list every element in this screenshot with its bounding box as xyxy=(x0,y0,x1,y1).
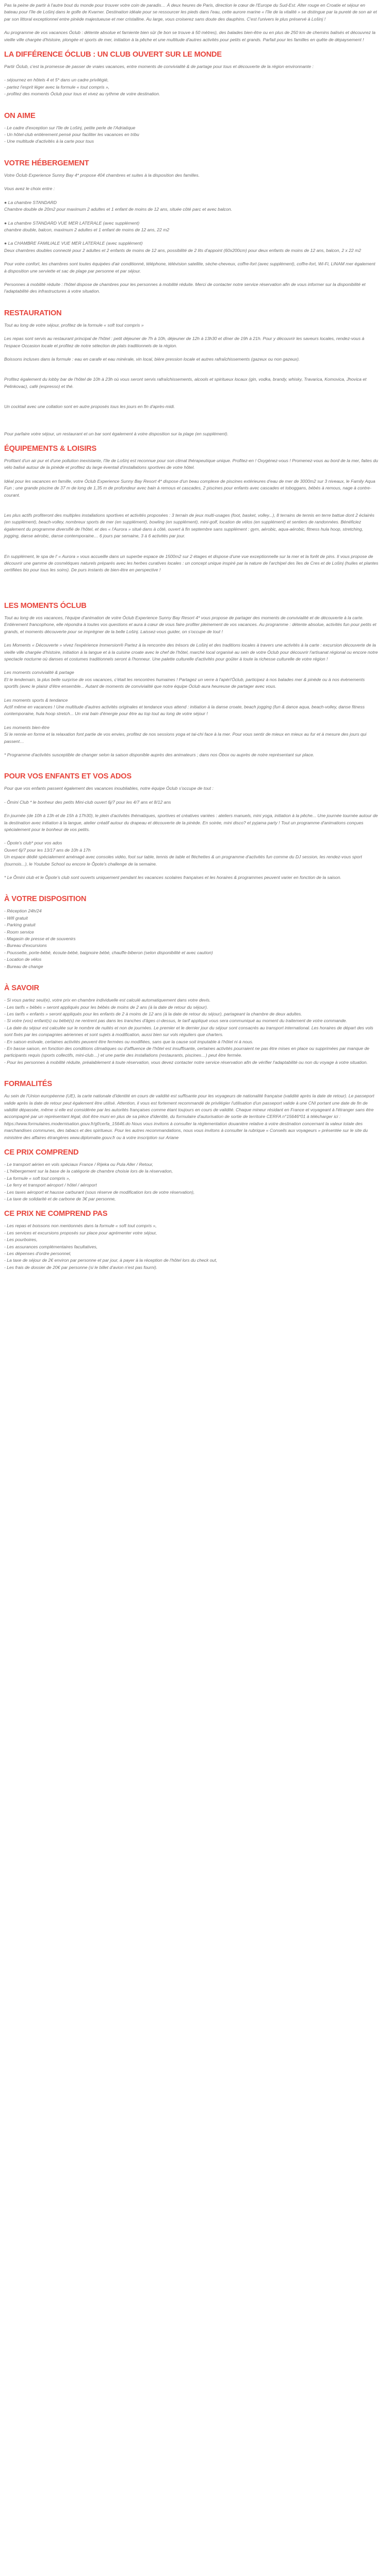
bullet-list xyxy=(4,77,379,97)
list-item: - Les taxes aéroport et hausse carburant (sous réserve de modification lors de votre réservation), xyxy=(4,1189,195,1195)
subsection-title: - Ôpote's club* pour vos ados xyxy=(4,840,62,846)
list-item: - Les assurances complémentaires facultatives, xyxy=(4,1244,98,1249)
section-text: Si le rennie en forme et la relaxation font partie de vos envies, profitez de nos sessions yoga et tai-chi face à la mer. Pour vous sentir de mieux en mieux au fur et à mesure des jours qui passent… xyxy=(4,732,367,744)
room-description: chambre double, balcon, maximum 2 adultes et 1 enfant de moins de 12 ans, 22 m2 xyxy=(4,227,170,232)
list-item: - Room service xyxy=(4,929,34,935)
section-title: À VOTRE DISPOSITION xyxy=(4,895,87,904)
section-text: Profitez également du lobby bar de l'hôtel de 10h à 23h où vous seront servis rafraîchissements, alcools et spiritueux locaux (gin, vodka, brandy, whisky, Travarica, Komovica, Jhovica et Pelinkovac), café (espresso) et thé. xyxy=(4,377,367,389)
footnote: * Programme d'activités susceptible de changer selon la saison disponible auprès des animateurs ; dans nos Óbox ou auprès de notre représentant sur place. xyxy=(4,752,315,757)
section-title: FORMALITÉS xyxy=(4,1080,52,1089)
section-text: Vous avez le choix entre : xyxy=(4,186,55,192)
list-item: - Les pourboires, xyxy=(4,1237,38,1243)
list-item: - Location de vélos xyxy=(4,957,42,962)
section-text: En supplément, le spa de l' « Aurora » vous accueille dans un superbe espace de 1500m2 sur 2 étages et dispose d'une vue exceptionnelle sur la mer et la forêt de pins. Il vous propose de découvrir une gamme de cosmétiques naturels préparés avec les herbes curatives locales : un concept unique inspiré par la nature de l'archipel des îles de Cres et de Lošinj (huiles et plantes certifiées bio pour tous les soins). De purs instants de bien-être en perspective ! xyxy=(4,553,379,573)
section-title: ÉQUIPEMENTS & LOISIRS xyxy=(4,445,97,453)
section-hebergement xyxy=(4,159,379,295)
bullet-list xyxy=(4,1161,379,1202)
list-item: - Les repas et boissons non mentionnés dans la formule « soft tout compris », xyxy=(4,1223,157,1229)
section-text: Actif même en vacances ! Une multitude d'autres activités originales et tendance vous attend : initiation à la danse croate, beach jogging (fun & dance aqua, beach-volley, danse fitness contemporaine, hula hoop stretch... Un vrai bain d'énergie pour être au top tout au long de votre séjour ! xyxy=(4,704,365,717)
list-item: - La date du séjour est calculée sur le nombre de nuités et non de journées. Le premier et le dernier jour du séjour sont consacrés au transport international. Les horaires de départ des vols sont fixés par les compagnies aériennes et sont sujets à modification, aussi bien sur vols réguliers que charters. xyxy=(4,1025,373,1038)
section-restauration xyxy=(4,309,379,437)
list-item: - Les tarifs « enfants » seront appliqués pour les enfants de 2 à moins de 12 ans (à la date de retour du séjour), partageant la chambre de deux adultes. xyxy=(4,1011,302,1016)
footnote: * Le Ômini club et le Ôpote's club sont ouverts uniquement pendant les vacances scolaires françaises et les horaires & programmes peuvent varier en fonction de la saison. xyxy=(4,875,341,880)
room-description: Deux chambres doubles connecté pour 2 adultes et 2 enfants de moins de 12 ans, possibilité de 2 lits d'appoint (60x200cm) pour deux enfants de moins de 12 ans, balcon, 2 x 22 m2 xyxy=(4,247,361,253)
list-item: - Un hôtel-club entièrement pensé pour faciliter les vacances en tribu xyxy=(4,132,139,138)
subsection-title: Les moments sports & tendance xyxy=(4,697,68,703)
list-item: - La taxe de séjour de 2€ environ par personne et par jour, à payer à la réception de l'hôtel lors du check out, xyxy=(4,1258,217,1263)
section-title: LES MOMENTS ÓCLUB xyxy=(4,601,87,610)
list-item: - Le ferry et transport aéroport / hôtel / aéroport xyxy=(4,1182,97,1188)
subsection-title: - Ômini Club * le bonheur des petits Mini-club ouvert 6j/7 pour les 4/7 ans et 8/12 ans xyxy=(4,799,171,805)
list-item: - Le cadre d'exception sur l'île de Lošinj, petite perle de l'Adriatique xyxy=(4,125,136,130)
list-item: - partez l'esprit léger avec la formule « tout compris », xyxy=(4,84,110,90)
intro-paragraph-1: Pas la peine de partir à l'autre bout du monde pour trouver votre coin de paradis… À deux heures de Paris, direction le cœur de l'Europe du Sud-Est. Alter rouge en Croatie et séjour en bateau pour l'île de Lošinj dans le golfe de Kvarner. Destination idéale pour se ressourcer les pieds dans l'eau, cette aurore marine « l'île de la vitalité » se distingue par la pureté de son air et par son littoral exceptionnel entre pinède majestueuse et mer cristalline. Au large, vous croiserez sans doute des dauphins. C'est l'univers le plus préservé à Lošinj ! xyxy=(4,3,377,22)
section-text: Votre Óclub Experience Sunny Bay 4* propose 404 chambres et suites à la disposition des familles. xyxy=(4,172,200,178)
section-formalites xyxy=(4,1079,379,1141)
room-title: ● La CHAMBRE FAMILIALE VUE MER LATERALE (avec supplément) xyxy=(4,241,143,246)
section-text: Personnes à mobilité réduite : l'hôtel dispose de chambres pour les personnes à mobilité réduite. Merci de contacter notre service réservation afin de vous informer sur la disponibilité et l'adaptabilité des infrastructures à votre situation. xyxy=(4,281,366,294)
section-title: LA DIFFÉRENCE ÓCLUB : UN CLUB OUVERT SUR LE MONDE xyxy=(4,50,222,59)
list-item: - Les tarifs « bébés » seront appliqués pour les bébés de moins de 2 ans (à la date de retour du séjour). xyxy=(4,1004,208,1010)
section-text: Les plus actifs profiteront des multiples installations sportives et activités proposées : 3 terrain de jeux multi-usages (foot, basket, volley...), 8 terrains de tennis en terre battue dont 2 éclairés (en supplément), beach-volley, nombreux sports de mer (en supplément), bowling (en supplément), mini-golf, location de vélos (en supplément) et sentiers de randonnées. Bénéficiez également du programme diversifié de l'hôtel, et des « l'Aurora » situé dans à côté, ouvert à fin septembre sans supplément : gym, aérobic, aqua-aérobic, fitness hula hoop, stretching, jogging, danse aérobic, danse contemporaine… 6 jours par semaine, 3 à 6 activités par jour. xyxy=(4,513,374,539)
section-title: CE PRIX NE COMPREND PAS xyxy=(4,1210,108,1218)
section-a-savoir xyxy=(4,984,379,1066)
section-difference-oclub xyxy=(4,50,379,98)
list-item: - Les dépenses d'ordre personnel, xyxy=(4,1251,72,1257)
room-title: ● La chambre STANDARD VUE MER LATERALE (avec supplément) xyxy=(4,220,140,226)
bullet-list xyxy=(4,908,379,970)
section-a-disposition xyxy=(4,894,379,970)
page-content xyxy=(0,0,383,1293)
section-on-aime xyxy=(4,111,379,145)
list-item: - profitez des moments Óclub pour tous et vivez au rythme de votre destination. xyxy=(4,91,160,97)
subsection-title: Les moments convivialité & partage xyxy=(4,670,74,675)
section-title: À SAVOIR xyxy=(4,984,39,993)
section-text: Tout au long de vos vacances, l'équipe d'animation de votre Óclub Experience Sunny Bay Resort 4* vous propose de partager des moments de convivialité et de découverte à la carte. Entièrement francophone, elle répondra à toutes vos questions et aura à cœur de vous faire profiter pleinement de vos vacances. Au programme : détente absolue, activités fun pour petits et grands, et moments découverte pour se imprégner de la belle Lošinj. Laissez-vous guider, on s'occupe de tout ! xyxy=(4,615,377,634)
section-text: Un cocktail avec une collation sont en autre proposés tous les jours en fin d'après-midi. xyxy=(4,404,175,410)
section-prix-comprend xyxy=(4,1148,379,1202)
list-item: - Parking gratuit xyxy=(4,922,36,928)
list-item: - Bureau d'excursions xyxy=(4,943,47,948)
list-item: - En saison estivale, certaines activités peuvent être fermées ou modifiées, sans que la cause soit imputable à l'hôtel ni à nous. xyxy=(4,1039,254,1044)
list-item: - Les frais de dossier de 20€ par personne (si le billet d'avion n'est pas fourni). xyxy=(4,1264,158,1270)
list-item: - Pour les personnes à mobilité réduite, préalablement à toute réservation, vous devez contacter notre service réservation afin de vérifier l'adaptabilité ou non du voyage à votre situation. xyxy=(4,1059,368,1065)
section-text: Au sein de l'Union européenne (UE), la carte nationale d'identité en cours de validité est suffisante pour les voyageurs de nationalité française (validité après la date de retour). Le passeport valide après la date de retour peut également être utilisé. Attention, il vous est fortement recommandé de privilégier l'utilisation d'un passeport valide à une CNI portant une date de fin de validité dépassée, même si elle est considérée par les autorités françaises comme étant toujours en cours de validité. Chaque mineur résidant en France et voyageant à l'étranger sans être accompagné par un représentant légal, doit être muni en plus de sa pièce d'identité, du formulaire d'autorisation de sortie de territoire CERFA n°15646*01 à télécharger ici : https://www.formulaires.modernisation.gouv.fr/gf/cerfa_15646.do Nous vous invitons à consulter la réglementation douanière relative à votre destination concernant la valeur totale des marchandises communes, des tabacs et des spiritueux. Pour les autres recommandations, nous vous invitons à consulter la rubrique « Conseils aux voyageurs » présentée sur le site du ministère des affaires étrangères www.diplomatie.gouv.fr ou à votre inscription sur Ariane xyxy=(4,1093,374,1140)
intro-paragraph-2: Au programme de vos vacances Óclub : détente absolue et farniente bien sûr (le bon se trouve à 50 mètres), des balades bien-être ou en plus de 250 km de chemins balisés et découvrez la vieille ville chargée d'histoire, plongée et sports de mer, initiation à la pêche et une multitude d'autres activités pour petits et grands. Parfait pour les familles en quête de dépaysement ! xyxy=(4,30,376,42)
section-prix-ne-comprend-pas xyxy=(4,1209,379,1271)
list-item: - Si votre (vos) enfant(s) ou bébé(s) ne rentrent pas dans les tranches d'âges ci-dessus, le tarif appliqué vous sera communiqué au moment du traitement de votre commande. xyxy=(4,1018,347,1024)
section-text: Pour que vos enfants passent également des vacances inoubliables, notre équipe Óclub s'occupe de tout : xyxy=(4,786,214,791)
bullet-list xyxy=(4,1223,379,1271)
list-item: - En basse saison, en fonction des conditions climatiques ou d'affluence de l'hôtel est insuffisante, certaines activités pourraient ne pas être mises en place ou supprimées par manque de participants requis (sports collectifs, mini-club…) et une partie des installations (restaurants, piscines…) peut être fermée. xyxy=(4,1045,369,1058)
section-text: Pour parfaire votre séjour, un restaurant et un bar sont également à votre disposition sur la plage (en supplément). xyxy=(4,431,229,436)
section-text: En journée (de 10h à 13h et de 15h à 17h30), le plein d'activités thématiques, sportives et créatives variées : ateliers manuels, mini yoga, initiation à la pêche... Une journée tournée autour de la destination avec initiation à la langue, atelier créatif autour du drapeau et découverte de la pinède. En soirée, mini disco? et pyjama party ! Tout un programme d'animations conçues spécialement pour le bonheur de vos petits. xyxy=(4,813,378,832)
section-text: Boissons incluses dans la formule : eau en carafe et eau minérale, vin local, bière pression locale et autres rafraîchissements (gazeux ou non gazeux). xyxy=(4,356,300,362)
section-text: Et le lendemain, la plus belle surprise de vos vacances, c'était les rencontres humaines ! Partagez un verre à l'apéri'Óclub, participez à nos balades mer & pinède ou à nos évènements sportifs (avec le plaisir d'être ensemble... Autant de moments de convivialité que notre équipe Óclub aura heureuse de partager avec vous. xyxy=(4,676,365,689)
list-item: - Le transport aérien en vols spéciaux France / Rijeka ou Pula Aller / Retour, xyxy=(4,1162,154,1167)
section-text: Profitant d'un air pur et d'une pollution inexistante, l'île de Lošinj est reconnue pour son climat thérapeutique unique. Profitez-en ! Oxygénez-vous ! Promenez-vous au bord de la mer, faites du vélo balisé autour de la pinède et profitez du large éventail d'installations sportives de votre hôtel. xyxy=(4,458,378,470)
section-enfants-ados xyxy=(4,772,379,881)
list-item: - Magasin de presse et de souvenirs xyxy=(4,936,76,942)
room-title: ● La chambre STANDARD xyxy=(4,199,57,205)
list-item: - Une multitude d'activités à la carte pour tous xyxy=(4,139,94,144)
section-text: Pour votre confort, les chambres sont toutes équipées d'air conditionné, téléphone, télévision satellite, sèche-cheveux, coffre-fort (avec supplément), coffre-fort, Wi-Fi, LINAM mer également à disposition une serviette et sac de plage par personne et par séjour. xyxy=(4,261,376,274)
list-item: - La taxe de solidarité et de carbone de 3€ par personne, xyxy=(4,1196,116,1202)
section-title: RESTAURATION xyxy=(4,309,62,317)
room-description: Chambre double de 20m2 pour maximum 2 adultes et 1 enfant de moins de 12 ans, située côté parc et avec balcon. xyxy=(4,207,232,212)
section-text: Les Moments « Découverte » vivez l'expérience Immersion® Partez à la rencontre des trésors de Lošinj et des traditions locales à travers une activités à la carte : excursion découverte de la vieille ville chargée d'histoire, initiation à la langue et à la cuisine croate avec le chef de l'hôtel, marché local organisé au sein de votre Óclub pour découvrir l'artisanat régional ou encore notre spectacle nocturne où danses et costumes traditionnels seront à l'honneur. Une palette culturelle d'activités pour goûter à toute la richesse culturelle de votre région ! xyxy=(4,642,378,662)
section-text: Un espace dédié spécialement aménagé avec consoles vidéo, foot sur table, tennis de table et fléchettes & un programme d'activités fun comme du DJ session, les rendez-vous sport (tournois...), le Youtube School ou encore le Ôpote's challenge de la semaine. xyxy=(4,854,362,867)
subsection-title: Les moments bien-être xyxy=(4,724,50,730)
list-item: - Les services et excursions proposés sur place pour agrémenter votre séjour, xyxy=(4,1230,157,1235)
list-item: - Si vous partez seul(e), votre prix en chambre individuelle est calculé automatiquement dans votre devis. xyxy=(4,997,211,1003)
section-text: Les repas sont servis au restaurant principal de l'hôtel : petit déjeuner de 7h à 10h, déjeuner de 12h à 13h30 et dîner de 19h à 21h. Pour y découvrir les saveurs locales, rendez-vous à l'espace Occasion locale et profitez de notre sélection de plats traditionnels de la région. xyxy=(4,336,365,348)
list-item: - Bureau de change xyxy=(4,963,43,969)
list-item: - La formule « soft tout compris », xyxy=(4,1175,71,1181)
bullet-list xyxy=(4,125,379,145)
list-item: - L'hébergement sur la base de la catégorie de chambre choisie lors de la réservation, xyxy=(4,1168,173,1174)
section-text: Idéal pour les vacances en famille, votre Óclub Experience Sunny Bay Resort 4* dispose d'un beau complexe de piscines extérieures d'eau de mer de 3000m2 sur 3 niveaux, le Family Aqua Fun ; une grande piscine de 37 m de long de 1,35 m de profondeur avec bain à remous et cascades, 2 piscines pour enfants avec cascades et toboggans, bébés à remous, nage à contre-courant. xyxy=(4,478,376,498)
section-equipements-loisirs xyxy=(4,444,379,574)
list-item: - séjournez en hôtels 4 et 5* dans un cadre privilégié, xyxy=(4,77,109,83)
section-text: Partir Óclub, c'est la promesse de passer de vraies vacances, entre moments de convivialité & de partage pour tous et découverte de la région environnante : xyxy=(4,64,314,70)
list-item: - Réception 24h/24 xyxy=(4,908,42,914)
bullet-list xyxy=(4,997,379,1066)
section-title: VOTRE HÉBERGEMENT xyxy=(4,159,89,167)
list-item: - Wifi gratuit xyxy=(4,915,28,921)
list-item: - Poussette, porte-bébé, écoute-bébé, baignoire bébé, chauffe-biberon (selon disponibilité et avec caution) xyxy=(4,950,213,955)
section-title: ON AIME xyxy=(4,111,36,120)
section-text: Tout au long de votre séjour, profitez de la formule « soft tout compris » xyxy=(4,322,144,328)
section-moments-oclub xyxy=(4,601,379,759)
section-text: Ouvert 6j/7 pour les 13/17 ans de 10h à 17h xyxy=(4,847,91,853)
section-title: CE PRIX COMPREND xyxy=(4,1148,79,1157)
section-title: POUR VOS ENFANTS ET VOS ADOS xyxy=(4,772,132,781)
